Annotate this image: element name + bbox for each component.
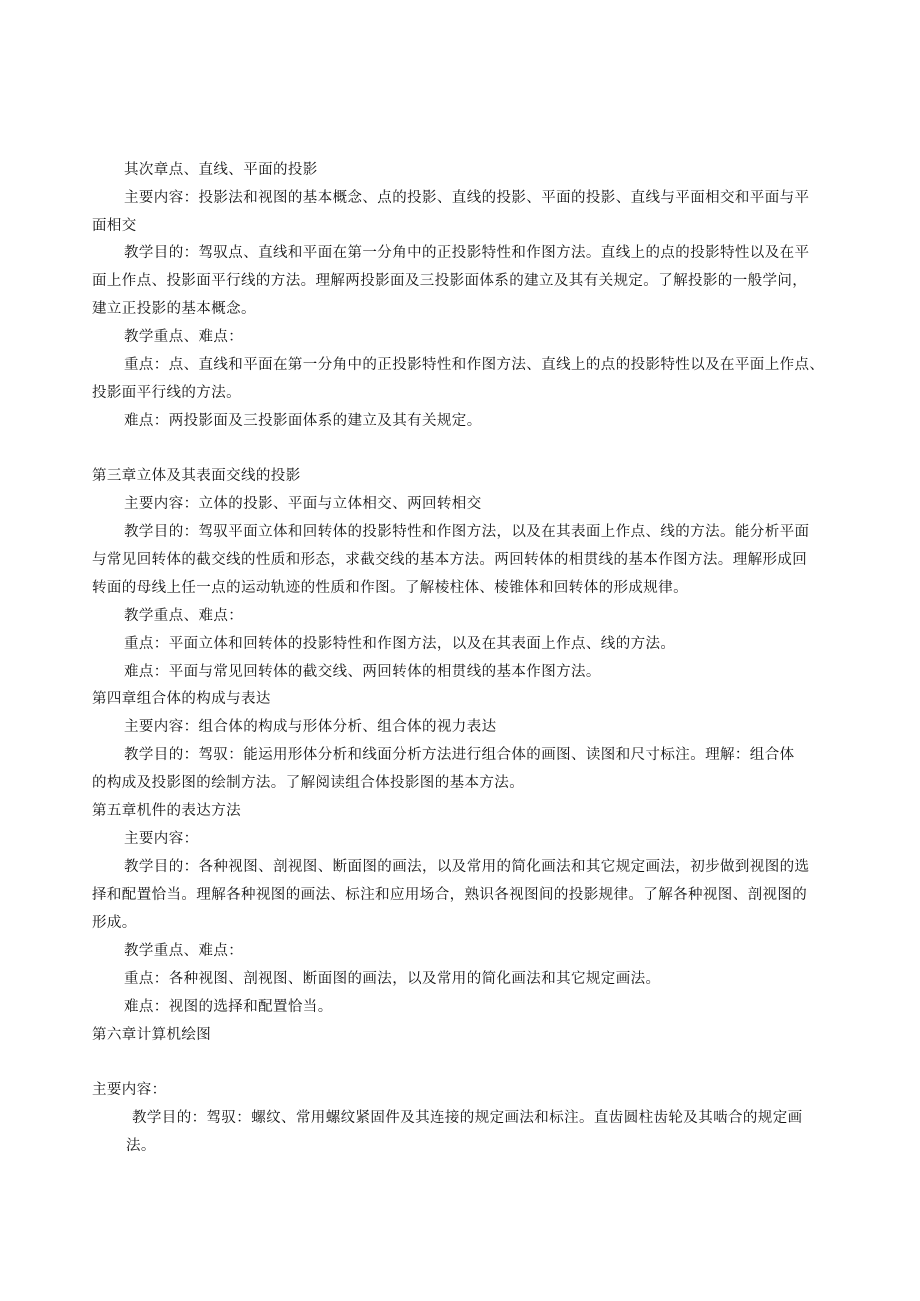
- chapter2-focus-heading: 教学重点、难点：: [124, 329, 244, 345]
- chapter3-goal-line-3: 转面的母线上任一点的运动轨迹的性质和作图。了解棱柱体、棱锥体和回转体的形成规律。: [92, 580, 688, 596]
- chapter2-content-line-1: 主要内容：投影法和视图的基本概念、点的投影、直线的投影、平面的投影、直线与平面相交和平面与平: [124, 190, 810, 206]
- chapter6-goal-line-1: 教学目的：驾驭：螺纹、常用螺纹紧固件及其连接的规定画法和标注。直齿圆柱齿轮及其啮合的规定画: [132, 1110, 803, 1126]
- chapter2-key-line-1: 重点：点、直线和平面在第一分角中的正投影特性和作图方法、直线上的点的投影特性以及在平面上作点、: [124, 357, 825, 373]
- chapter5-key: 重点：各种视图、剖视图、断面图的画法，以及常用的简化画法和其它规定画法。: [124, 971, 661, 987]
- chapter3-difficulty: 难点：平面与常见回转体的截交线、两回转体的相贯线的基本作图方法。: [124, 664, 601, 680]
- chapter2-key-line-2: 投影面平行线的方法。: [92, 385, 241, 401]
- chapter6-goal-line-2: 法。: [126, 1138, 156, 1154]
- chapter5-title: 第五章机件的表达方法: [92, 803, 241, 819]
- chapter3-goal-line-1: 教学目的：驾驭平面立体和回转体的投影特性和作图方法，以及在其表面上作点、线的方法。能分析平面: [124, 524, 810, 540]
- chapter2-difficulty: 难点：两投影面及三投影面体系的建立及其有关规定。: [124, 413, 482, 429]
- chapter5-goal-line-3: 形成。: [92, 915, 137, 931]
- chapter5-goal-line-2: 择和配置恰当。理解各种视图的画法、标注和应用场合，熟识各视图间的投影规律。了解各种视图、剖视图的: [92, 887, 808, 903]
- chapter2-goal-line-3: 建立正投影的基本概念。: [92, 301, 256, 317]
- chapter3-key: 重点：平面立体和回转体的投影特性和作图方法，以及在其表面上作点、线的方法。: [124, 636, 676, 652]
- chapter3-goal-line-2: 与常见回转体的截交线的性质和形态，求截交线的基本方法。两回转体的相贯线的基本作图方法。理解形成回: [92, 552, 808, 568]
- chapter4-goal-line-2: 的构成及投影图的绘制方法。了解阅读组合体投影图的基本方法。: [92, 775, 525, 791]
- chapter6-title: 第六章计算机绘图: [92, 1027, 212, 1043]
- chapter2-title: 其次章点、直线、平面的投影: [124, 162, 318, 178]
- chapter4-title: 第四章组合体的构成与表达: [92, 691, 271, 707]
- chapter6-content: 主要内容：: [92, 1082, 167, 1098]
- chapter3-content: 主要内容：立体的投影、平面与立体相交、两回转相交: [124, 496, 482, 512]
- chapter5-focus-heading: 教学重点、难点：: [124, 943, 244, 959]
- chapter2-goal-line-1: 教学目的：驾驭点、直线和平面在第一分角中的正投影特性和作图方法。直线上的点的投影特性以及在平: [124, 245, 810, 261]
- chapter5-goal-line-1: 教学目的：各种视图、剖视图、断面图的画法，以及常用的简化画法和其它规定画法，初步做到视图的选: [124, 859, 810, 875]
- chapter4-content: 主要内容：组合体的构成与形体分析、组合体的视力表达: [124, 719, 497, 735]
- chapter5-difficulty: 难点：视图的选择和配置恰当。: [124, 999, 333, 1015]
- chapter3-title: 第三章立体及其表面交线的投影: [92, 468, 301, 484]
- chapter2-goal-line-2: 面上作点、投影面平行线的方法。理解两投影面及三投影面体系的建立及其有关规定。了解投影的一般学问，: [92, 273, 808, 289]
- chapter5-content: 主要内容：: [124, 831, 199, 847]
- chapter3-focus-heading: 教学重点、难点：: [124, 608, 244, 624]
- chapter4-goal-line-1: 教学目的：驾驭：能运用形体分析和线面分析方法进行组合体的画图、读图和尺寸标注。理解：组合体: [124, 747, 795, 763]
- chapter2-content-line-2: 面相交: [92, 218, 137, 234]
